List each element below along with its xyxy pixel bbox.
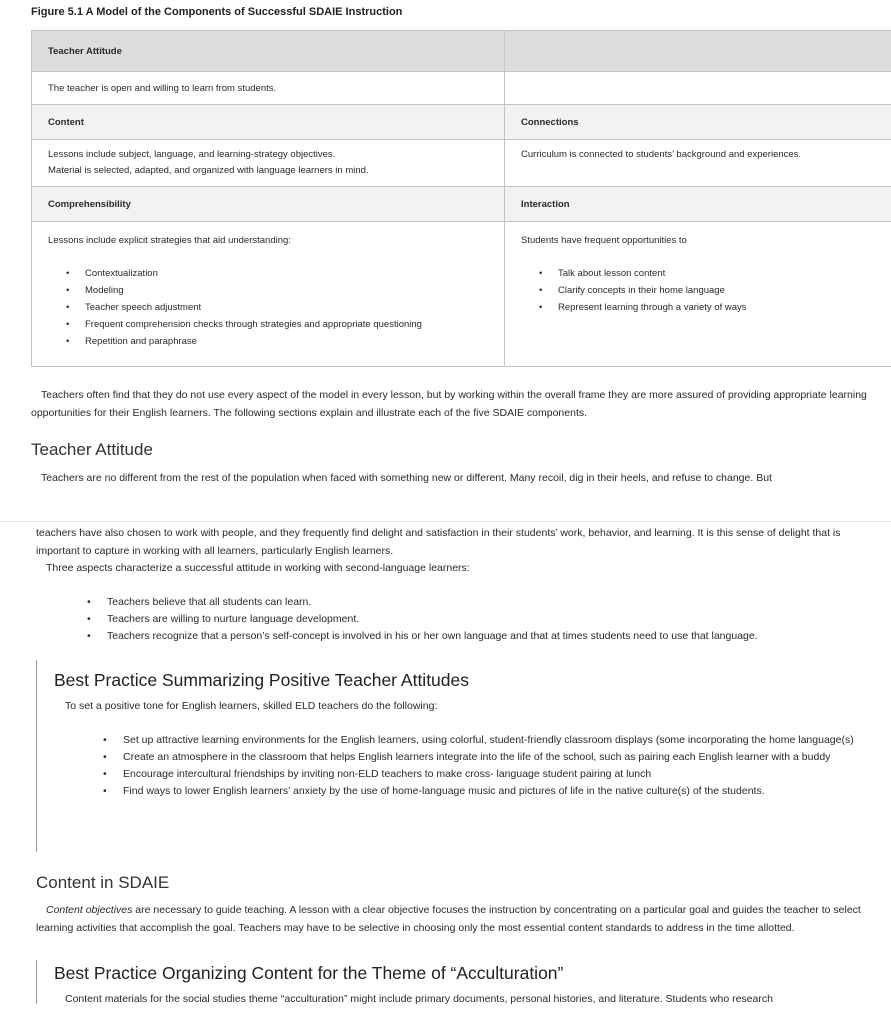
list-item: • Encourage intercultural friendships by inviting non-ELD teachers to make cross- language student pairing at lunch — [103, 766, 865, 783]
content-sdaie-heading: Content in SDAIE — [36, 873, 170, 892]
teacher-attitude-text: The teacher is open and willing to learn from students. — [32, 72, 505, 105]
best-practice-1-intro: To set a positive tone for English learners, skilled ELD teachers do the following: — [65, 700, 438, 712]
interaction-header: Interaction — [505, 187, 891, 222]
sdaie-model-table — [31, 30, 891, 367]
comprehensibility-header: Comprehensibility — [32, 187, 505, 222]
connections-text: Curriculum is connected to students’ background and experiences. — [521, 149, 802, 160]
empty-header-cell — [505, 31, 891, 72]
figure-title: Figure 5.1 A Model of the Components of Successful SDAIE Instruction — [31, 6, 403, 18]
interaction-intro: Students have frequent opportunities to — [521, 235, 687, 246]
best-practice-2-title: Best Practice Organizing Content for the Theme of “Acculturation” — [54, 963, 564, 983]
page-break-divider — [0, 521, 891, 522]
model-paragraph: Teachers often find that they do not use every aspect of the model in every lesson, but by working within the overall frame they are more assured of providing appropriate learning opportunities for their English learners. The following sections explain and illustrate each of the five SDAIE components. — [31, 389, 867, 419]
list-item: • Talk about lesson content — [521, 265, 876, 282]
list-item: • Set up attractive learning environments for the English learners, using colorful, student-friendly classroom displays (some incorporating the home language(s) — [103, 732, 865, 749]
empty-body-cell — [505, 72, 891, 105]
comprehensibility-cell — [32, 222, 505, 367]
list-item: • Teachers are willing to nurture language development. — [87, 611, 877, 628]
comprehensibility-list — [48, 265, 488, 350]
best-practice-2-bar — [36, 960, 37, 1004]
content-line-1: Lessons include subject, language, and learning-strategy objectives. — [48, 149, 336, 160]
list-item: • Teachers believe that all students can learn. — [87, 594, 877, 611]
best-practice-2-intro: Content materials for the social studies theme “acculturation” might include primary documents, personal histories, and literature. Students who research — [65, 993, 773, 1005]
teacher-attitude-heading: Teacher Attitude — [31, 440, 153, 459]
content-paragraph-text: are necessary to guide teaching. A lesson with a clear objective focuses the instruction by concentrating on a particular goal and guides the teacher to select learning activities that accomplish the goal. Teachers may have to be selective in choosing only the most essential content standards to address in the time allotted. — [36, 904, 861, 934]
interaction-list — [521, 265, 876, 316]
three-aspects-paragraph: Three aspects characterize a successful attitude in working with second-language learners: — [46, 562, 470, 574]
attitude-paragraph-1: Teachers are no different from the rest of the population when faced with something new or different. Many recoil, dig in their heels, and refuse to change. But — [41, 472, 772, 484]
content-header: Content — [32, 105, 505, 140]
connections-cell — [505, 140, 891, 187]
list-item: • Create an atmosphere in the classroom that helps English learners integrate into the life of the school, such as pairing each English learner with a buddy — [103, 749, 865, 766]
teacher-attitude-header: Teacher Attitude — [32, 31, 505, 72]
content-objectives-emphasis: Content objectives — [46, 904, 133, 916]
list-item: • Clarify concepts in their home language — [521, 282, 876, 299]
content-line-2: Material is selected, adapted, and organized with language learners in mind. — [48, 165, 369, 176]
list-item: • Contextualization — [48, 265, 488, 282]
connections-header: Connections — [505, 105, 891, 140]
attitude-paragraph-2: teachers have also chosen to work with people, and they frequently find delight and satisfaction in their students’ work, behavior, and learning. It is this sense of delight that is important to capture in working with all learners, particularly English learners. — [36, 527, 841, 557]
list-item: • Modeling — [48, 282, 488, 299]
best-practice-1-list — [103, 732, 865, 800]
content-paragraph — [36, 901, 881, 937]
list-item: • Teacher speech adjustment — [48, 299, 488, 316]
list-item: • Repetition and paraphrase — [48, 333, 488, 350]
best-practice-1-bar — [36, 660, 37, 852]
content-cell — [32, 140, 505, 187]
interaction-cell — [505, 222, 891, 367]
list-item: • Teachers recognize that a person’s self-concept is involved in his or her own language and that at times students need to use that language. — [87, 628, 877, 645]
list-item: • Find ways to lower English learners’ anxiety by the use of home-language music and pictures of life in the native culture(s) of the students. — [103, 783, 865, 800]
comprehensibility-intro: Lessons include explicit strategies that aid understanding: — [48, 235, 291, 246]
best-practice-1-title: Best Practice Summarizing Positive Teacher Attitudes — [54, 670, 470, 690]
aspects-list — [87, 594, 877, 645]
list-item: • Frequent comprehension checks through strategies and appropriate questioning — [48, 316, 488, 333]
list-item: • Represent learning through a variety of ways — [521, 299, 876, 316]
